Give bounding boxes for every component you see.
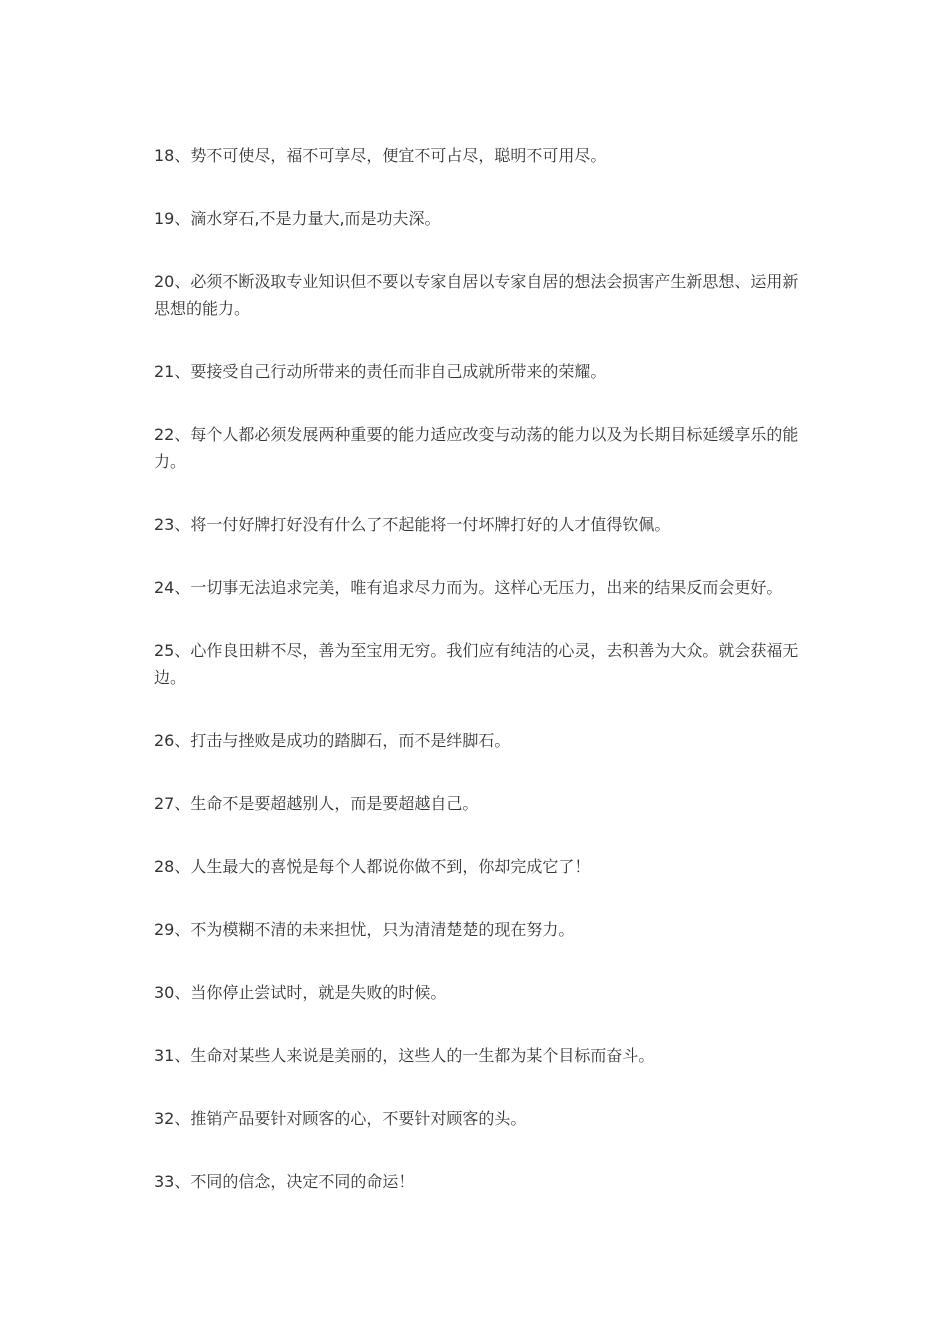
quote-item: 24、一切事无法追求完美，唯有追求尽力而为。这样心无压力，出来的结果反而会更好。 bbox=[154, 578, 783, 597]
quote-item: 20、必须不断汲取专业知识但不要以专家自居以专家自居的想法会损害产生新思想、运用新思想的能力。 bbox=[154, 272, 799, 318]
quote-item: 19、滴水穿石,不是力量大,而是功夫深。 bbox=[154, 209, 441, 228]
quote-item: 18、势不可使尽，福不可享尽，便宜不可占尽，聪明不可用尽。 bbox=[154, 146, 607, 165]
quote-item: 27、生命不是要超越别人，而是要超越自己。 bbox=[154, 794, 479, 813]
quote-item: 32、推销产品要针对顾客的心，不要针对顾客的头。 bbox=[154, 1109, 527, 1128]
quote-item: 25、心作良田耕不尽，善为至宝用无穷。我们应有纯洁的心灵，去积善为大众。就会获福无边。 bbox=[154, 641, 799, 687]
quote-item: 28、人生最大的喜悦是每个人都说你做不到，你却完成它了！ bbox=[154, 857, 591, 876]
quote-item: 30、当你停止尝试时，就是失败的时候。 bbox=[154, 983, 447, 1002]
quote-item: 29、不为模糊不清的未来担忧，只为清清楚楚的现在努力。 bbox=[154, 920, 575, 939]
quote-item: 31、生命对某些人来说是美丽的，这些人的一生都为某个目标而奋斗。 bbox=[154, 1046, 655, 1065]
quote-item: 33、不同的信念，决定不同的命运！ bbox=[154, 1172, 415, 1191]
quote-item: 23、将一付好牌打好没有什么了不起能将一付坏牌打好的人才值得钦佩。 bbox=[154, 515, 671, 534]
quote-item: 22、每个人都必须发展两种重要的能力适应改变与动荡的能力以及为长期目标延缓享乐的能力。 bbox=[154, 425, 799, 471]
quote-item: 26、打击与挫败是成功的踏脚石，而不是绊脚石。 bbox=[154, 731, 511, 750]
quote-item: 21、要接受自己行动所带来的责任而非自己成就所带来的荣耀。 bbox=[154, 362, 607, 381]
quote-list bbox=[154, 142, 804, 1231]
